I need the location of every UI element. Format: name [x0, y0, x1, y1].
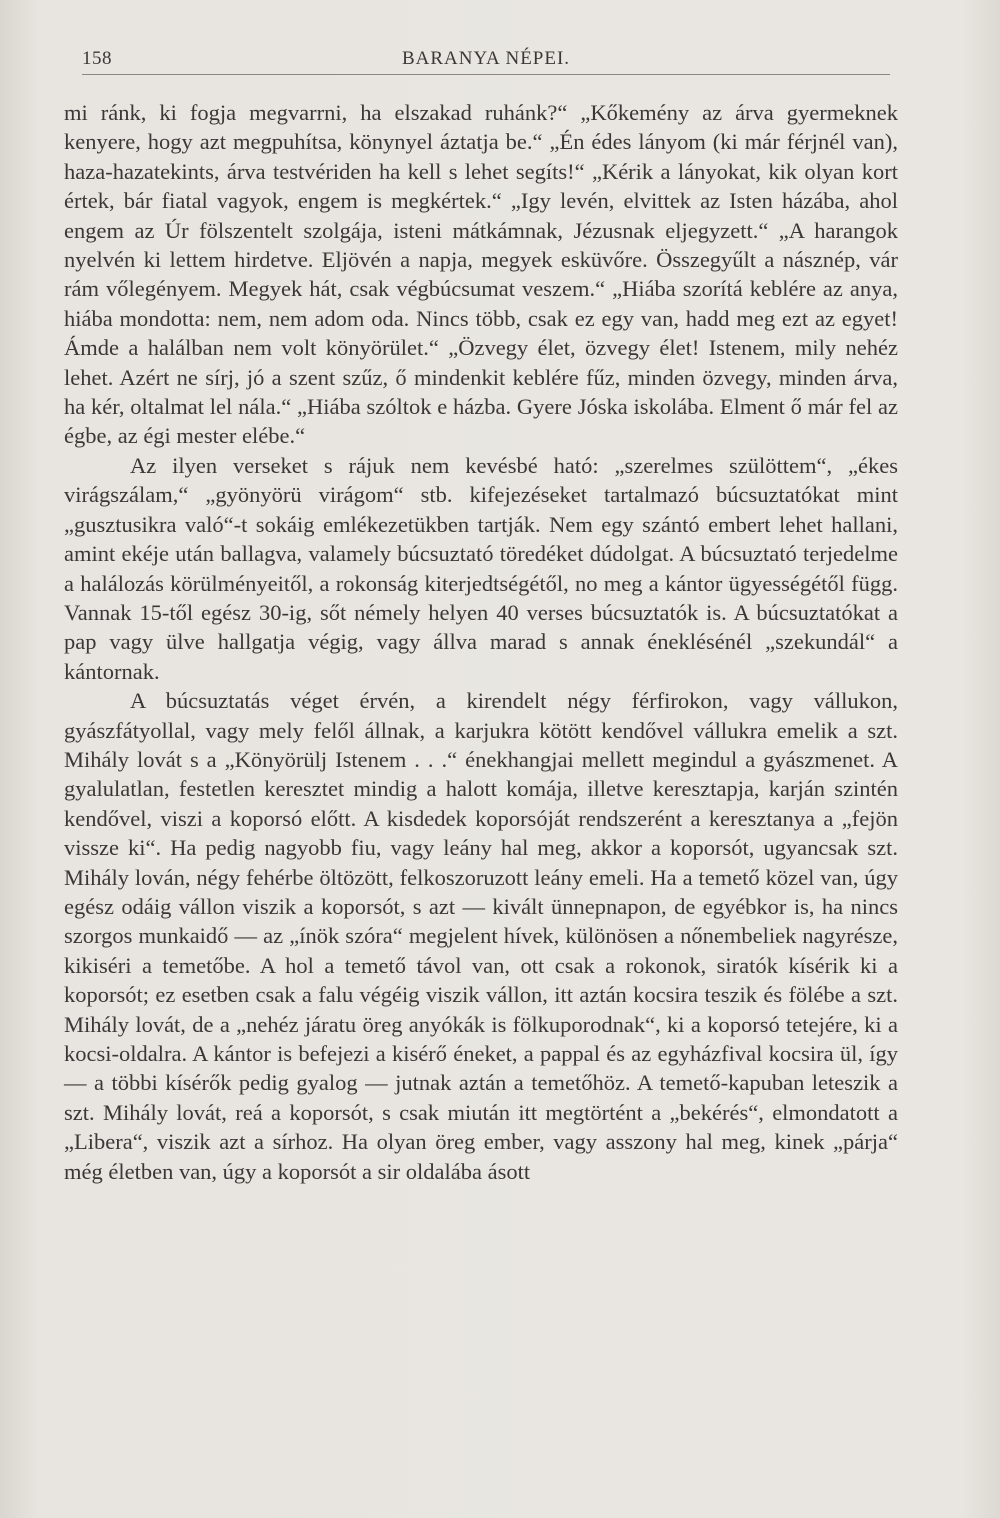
page-header — [82, 44, 890, 75]
body-text — [64, 98, 898, 1186]
running-title: BARANYA NÉPEI. — [401, 48, 571, 69]
paragraph-3: A búcsuztatás véget érvén, a kirendelt négy férfirokon, vagy vállukon, gyászfátyollal, vagy mely felől állnak, a karjukra kötött kendővel vállukra emelik a szt. Mihály lovát s a „Könyörülj Istenem . . .“ énekhangjai mellett megindul a gyászmenet. A gyalulatlan, festetlen keresztet mindig a halott komája, illetve keresztapja, karján szintén kendővel, viszi a koporsó előtt. A kisdedek koporsóját rendszerént a keresztanya a „fejön vissze ki“. Ha pedig nagyobb fiu, vagy leány hal meg, akkor a koporsót, ugyancsak szt. Mihály lován, négy fehérbe öltözött, felkoszoruzott leány emeli. Ha a temető közel van, úgy egész odáig vállon viszik a koporsót, s azt — kivált ünnepnapon, de egyébkor is, ha nincs szorgos munkaidő — az „ínök szóra“ megjelent hívek, különösen a nőnembeliek nagyrésze, kikiséri a temetőbe. A hol a temető távol van, ott csak a rokonok, siratók kísérik ki a koporsót; ez esetben csak a falu végéig viszik vállon, itt aztán kocsira teszik és fölébe a szt. Mihály lovát, de a „nehéz járatu öreg anyókák is fölkuporodnak“, ki a koporsó tetejére, ki a kocsi-oldalra. A kántor is befejezi a kisérő éneket, a pappal és az egyházfival kocsira ül, így — a többi kísérők pedig gyalog — jutnak aztán a temetőhöz. A temető-kapuban leteszik a szt. Mihály lovát, reá a koporsót, s csak miután itt megtörtént a „bekérés“, elmondatott a „Libera“, viszik azt a sírhoz. Ha olyan öreg ember, vagy asszony hal meg, kinek „párja“ még életben van, úgy a koporsót a sir oldalába ásott — [64, 688, 898, 1184]
paragraph-2: Az ilyen verseket s rájuk nem kevésbé ható: „szerelmes szülöttem“, „ékes virágszálam,“ „gyönyörü virágom“ stb. kifejezéseket tartalmazó búcsuztatókat mint „gusztusikra való“-t sokáig emlékezetükben tartják. Nem egy szántó embert lehet hallani, amint ekéje után ballagva, valamely búcsuztató töredéket dúdolgat. A búcsuztató terjedelme a halálozás körülményeitől, a rokonság kiterjedtségétől, no meg a kántor ügyességétől függ. Vannak 15-től egész 30-ig, sőt némely helyen 40 verses búcsuztatók is. A búcsuztatókat a pap vagy ülve hallgatja végig, vagy állva marad s annak éneklésénél „szekundál“ a kántornak. — [64, 452, 898, 684]
page-number: 158 — [82, 48, 112, 69]
paragraph-1: mi ránk, ki fogja megvarrni, ha elszakad ruhánk?“ „Kőkemény az árva gyermeknek kenyere, hogy azt megpuhítsa, könynyel áztatja be.“ „Én édes lányom (ki már férjnél van), haza-hazatekints, árva testvériden ha kell s lehet segíts!“ „Kérik a lányokat, kik olyan kort értek, bár fiatal vagyok, engem is megkértek.“ „Igy levén, elvittek az Isten házába, ahol engem az Úr fölszentelt szolgája, isteni mátkámnak, Jézusnak eljegyzett.“ „A harangok nyelvén ki lettem hirdetve. Eljövén a napja, megyek esküvőre. Összegyűlt a násznép, vár rám vőlegényem. Megyek hát, csak végbúcsumat veszem.“ „Hiába szorítá keblére az anya, hiába mondotta: nem, nem adom oda. Nincs több, csak ez egy van, hadd meg ezt az egyet! Ámde a halálban nem volt könyörület.“ „Özvegy élet, özvegy élet! Istenem, mily nehéz lehet. Azért ne sírj, jó a szent szűz, ő mindenkit keblére fűz, minden özvegy, minden árva, ha kér, oltalmat lel nála.“ „Hiába szóltok e házba. Gyere Jóska iskolába. Elment ő már fel az égbe, az égi mester elébe.“ — [64, 100, 898, 449]
